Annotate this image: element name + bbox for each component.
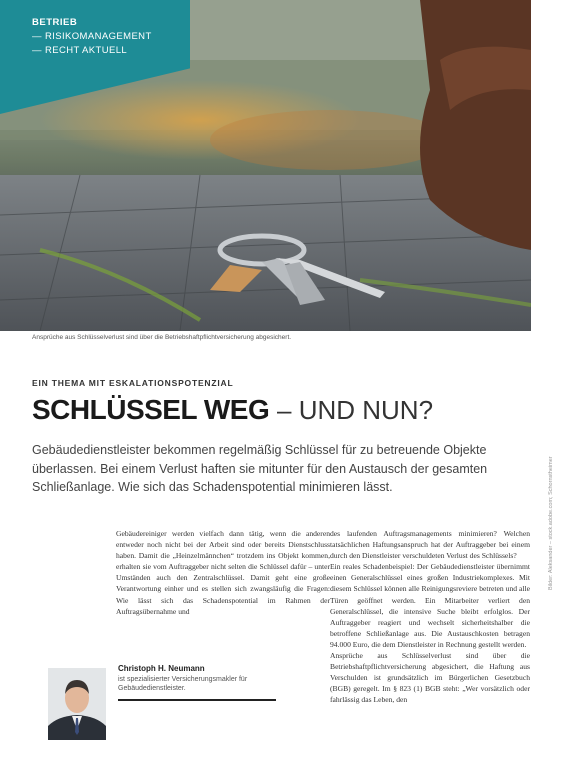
headline	[32, 394, 433, 426]
author-name: Christoph H. Neumann	[118, 664, 205, 673]
rubric-sub-law: — RECHT AKTUELL	[32, 44, 152, 58]
hero-image	[0, 0, 531, 331]
kicker: EIN THEMA MIT ESKALATIONSPOTENZIAL	[32, 378, 234, 388]
category-rubric	[32, 16, 152, 58]
body-paragraph: Gebäudereiniger werden vielfach dann tätig, wenn die anderen entweder noch nicht bei der Arbeit sind oder bereits Dienstschluss haben. Damit die „Heinzelmännchen“ trotzdem ins Objekt kommen, erhalten sie vom Auftraggeber nicht selten die Schlüssel dafür – unter Umständen auch den Zentralschlüssel. Damit geht eine große Verantwortung einher und es stellen sich zwangsläufig die Fragen: Wie lässt sich das Schadenspotential im Rahmen der Auftragsübernahme und	[116, 529, 330, 616]
headline-bold: SCHLÜSSEL WEG	[32, 394, 270, 425]
body-paragraph: Ansprüche aus Schlüsselverlust sind über die Betriebshaftpflichtversicherung abgesichert, die Haftung aus Verschulden ist grundsätzlich im Bürgerlichen Gesetzbuch (BGB) geregelt. Im § 823 (1) BGB steht: „Wer vorsätzlich oder fahrlässig das Leben, den	[330, 651, 530, 705]
body-paragraph: Ein reales Schadenbeispiel: Der Gebäudedienstleister übernimmt einen Generalschlüssel eines großen Industriekomplexes. Mit diesem Schlüssel können alle Reinigungsreviere betreten und alle Türen geöffnet werden. Ein Mitarbeiter verliert den Generalschlüssel, die intensive Suche bleibt erfolglos. Der Auftraggeber reagiert und wechselt sicherheitshalber die betroffene Schließanlage aus. Die Austauschkosten betragen 94.000 Euro, die dem Dienstleister in Rechnung gestellt werden.	[330, 562, 530, 649]
lead-paragraph: Gebäudedienstleister bekommen regelmäßig Schlüssel für zu betreuende Objekte überlassen. Bei einem Verlust haften sie mitunter für den Austausch der gesamten Schließanlage. Wie sich das Schadenspotential minimieren lässt.	[32, 443, 488, 494]
body-column-2	[330, 528, 530, 706]
author-divider	[118, 699, 276, 701]
rubric-sub-risk: — RISIKOMANAGEMENT	[32, 30, 152, 44]
rubric-main: BETRIEB	[32, 17, 78, 28]
author-portrait	[48, 668, 106, 740]
author-description: ist spezialisierter Versicherungsmakler für Gebäudedienstleister.	[118, 676, 248, 692]
photo-credit: Bilder: Aleksander – stock.adobe.com; Schornstheimer	[548, 456, 554, 590]
headline-light: – UND NUN?	[277, 395, 434, 425]
body-paragraph: des laufenden Auftragsmanagements minimieren? Welchen tatsächlichen Haftungsanspruch hat der Auftraggeber bei einem durch den Dienstleister verschuldeten Verlust des Schlüssels?	[330, 529, 530, 561]
body-column-1	[116, 528, 330, 617]
image-caption: Ansprüche aus Schlüsselverlust sind über die Betriebshaftpflichtversicherung abgesichert.	[32, 334, 292, 341]
